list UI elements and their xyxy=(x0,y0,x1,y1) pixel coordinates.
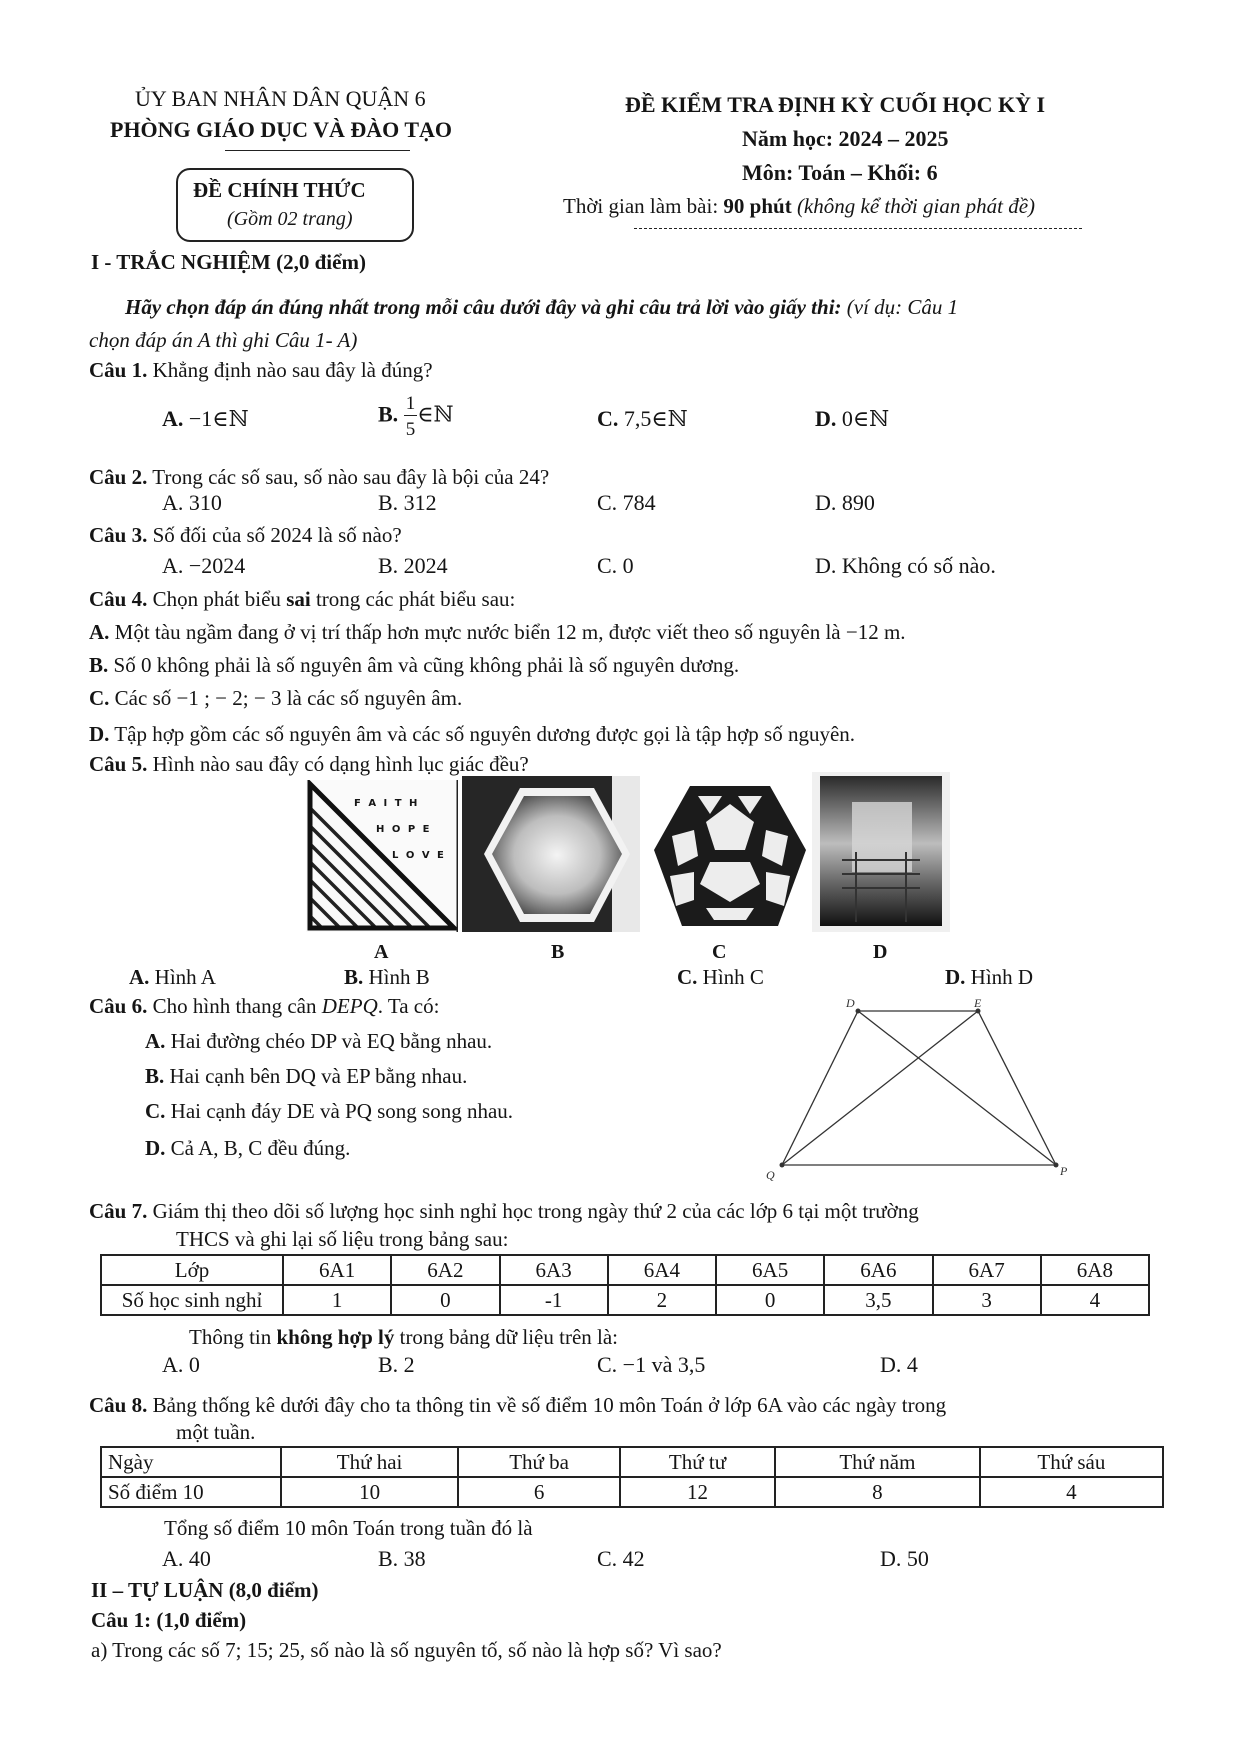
q8-stem-cont: một tuần. xyxy=(176,1420,256,1444)
q2-stem xyxy=(89,465,549,490)
q8-label: Câu 8. xyxy=(89,1393,148,1417)
q7-data-cell: Số học sinh nghỉ xyxy=(101,1285,283,1315)
diagonal-eq xyxy=(782,1011,978,1165)
q4-d-text: Tập hợp gồm các số nguyên âm và các số nguyên dương được gọi là tập hợp số nguyên. xyxy=(109,722,856,746)
q7-data-cell: 1 xyxy=(283,1285,391,1315)
q1-a-label: A. xyxy=(162,406,184,431)
q6-label: Câu 6. xyxy=(89,994,148,1018)
q6-stem xyxy=(89,994,439,1019)
q2-option-d: D. 890 xyxy=(815,490,875,515)
q4-option-d xyxy=(89,722,855,747)
q6-c-text: Hai cạnh đáy DE và PQ song song nhau. xyxy=(165,1099,514,1123)
q5-b-text: Hình B xyxy=(363,965,430,989)
q5-stem xyxy=(89,752,529,777)
exam-duration xyxy=(563,194,1035,219)
instruction-bold: Hãy chọn đáp án đúng nhất trong mỗi câu dưới đây và ghi câu trả lời vào giấy thi: xyxy=(125,295,842,319)
q8-data-cell: 4 xyxy=(980,1477,1163,1507)
figure-a-word-hope: H O P E xyxy=(376,824,432,835)
q8-data-cell: 12 xyxy=(620,1477,775,1507)
q4-stem xyxy=(89,587,515,612)
q1-b-label: B. xyxy=(378,401,399,427)
q7-table xyxy=(100,1254,1150,1316)
q8-header-cell: Ngày xyxy=(101,1447,281,1477)
q1-option-a xyxy=(162,406,249,432)
q4-option-a xyxy=(89,620,906,645)
subject-grade: Môn: Toán – Khối: 6 xyxy=(742,160,938,185)
q7-header-cell: 6A3 xyxy=(500,1255,608,1285)
q6-d-label: D. xyxy=(145,1136,166,1160)
q6-option-c xyxy=(145,1099,513,1124)
vertex-q-label: Q xyxy=(766,1168,775,1182)
q7-header-cell: 6A2 xyxy=(391,1255,499,1285)
q6-shape-name: DEPQ xyxy=(321,994,378,1018)
figure-letter-b: B xyxy=(551,941,565,963)
q6-a-label: A. xyxy=(145,1029,166,1053)
q7-data-cell: 3,5 xyxy=(824,1285,932,1315)
q2-option-b: B. 312 xyxy=(378,490,437,515)
page-count: (Gồm 02 trang) xyxy=(227,208,353,230)
vertex-p-label: P xyxy=(1060,1164,1068,1178)
q1-option-b xyxy=(378,394,454,439)
side-dq xyxy=(782,1011,858,1165)
q4-a-text: Một tàu ngầm đang ở vị trí thấp hơn mực nước biển 12 m, được viết theo số nguyên là −12 m. xyxy=(109,620,906,644)
q7-question xyxy=(189,1325,618,1350)
q8-option-d: D. 50 xyxy=(880,1546,929,1571)
q6-option-b xyxy=(145,1064,467,1089)
header-authority: ỦY BAN NHÂN DÂN QUẬN 6 xyxy=(135,86,426,111)
q8-question: Tổng số điểm 10 môn Toán trong tuần đó là xyxy=(164,1516,533,1540)
q1-a-text: −1∈ℕ xyxy=(188,406,249,431)
vertex-e-label: E xyxy=(974,996,982,1010)
q7-option-b: B. 2 xyxy=(378,1352,415,1377)
q6-b-label: B. xyxy=(145,1064,165,1088)
q5-option-c xyxy=(677,965,764,990)
q6-option-a xyxy=(145,1029,492,1054)
q7-data-cell: 0 xyxy=(716,1285,824,1315)
figure-a-triangle-poster xyxy=(306,780,458,932)
figure-d-drawing xyxy=(812,772,950,932)
q6-d-text: Cả A, B, C đều đúng. xyxy=(165,1136,351,1160)
official-label: ĐỀ CHÍNH THỨC xyxy=(193,178,366,202)
q7-table-header-row xyxy=(101,1255,1149,1285)
q6-b-text: Hai cạnh bên DQ và EP bằng nhau. xyxy=(164,1064,468,1088)
vertex-d-label: D xyxy=(846,996,855,1010)
q8-option-a: A. 40 xyxy=(162,1546,211,1571)
q4-b-label: B. xyxy=(89,653,109,677)
q7-header-cell: 6A4 xyxy=(608,1255,716,1285)
header-department: PHÒNG GIÁO DỤC VÀ ĐÀO TẠO xyxy=(110,117,453,142)
q4-text-post: trong các phát biểu sau: xyxy=(310,587,516,611)
q4-b-text: Số 0 không phải là số nguyên âm và cũng không phải là số nguyên dương. xyxy=(108,653,740,677)
q7-stem xyxy=(89,1199,919,1224)
school-year: Năm học: 2024 – 2025 xyxy=(742,126,949,151)
q2-option-c: C. 784 xyxy=(597,490,656,515)
q2-text: Trong các số sau, số nào sau đây là bội của 24? xyxy=(147,465,550,489)
q5-d-text: Hình D xyxy=(965,965,1034,989)
q7-table-data-row xyxy=(101,1285,1149,1315)
q8-data-cell: 6 xyxy=(458,1477,620,1507)
part2-title: II – TỰ LUẬN (8,0 điểm) xyxy=(91,1578,319,1602)
q4-option-b xyxy=(89,653,739,678)
part2-q1-a: a) Trong các số 7; 15; 25, số nào là số nguyên tố, số nào là hợp số? Vì sao? xyxy=(91,1638,722,1662)
q1-b-tail: ∈ℕ xyxy=(417,401,454,427)
q7-data-cell: 0 xyxy=(391,1285,499,1315)
q7-option-d: D. 4 xyxy=(880,1352,918,1377)
q4-text-pre: Chọn phát biểu xyxy=(147,587,287,611)
q3-stem xyxy=(89,523,402,548)
figure-d-building-photo xyxy=(812,772,950,932)
q1-b-fraction xyxy=(404,394,418,439)
q7-stem-cont: THCS và ghi lại số liệu trong bảng sau: xyxy=(176,1227,509,1251)
q8-text-1: Bảng thống kê dưới đây cho ta thông tin về số điểm 10 môn Toán ở lớp 6A vào các ngày trong xyxy=(147,1393,947,1417)
q4-c-text: Các số −1 ; − 2; − 3 là các số nguyên âm. xyxy=(109,686,463,710)
q7-data-cell: 3 xyxy=(933,1285,1041,1315)
q8-data-cell: Số điểm 10 xyxy=(101,1477,281,1507)
q1-option-d xyxy=(815,406,889,432)
instruction-example: (ví dụ: Câu 1 xyxy=(841,295,959,319)
part1-instruction-cont: chọn đáp án A thì ghi Câu 1- A) xyxy=(89,328,358,352)
q7-question-pre: Thông tin xyxy=(189,1325,277,1349)
q8-table-header-row xyxy=(101,1447,1163,1477)
q3-option-a: A. −2024 xyxy=(162,553,246,578)
figure-b-drawing xyxy=(462,776,640,932)
q5-b-label: B. xyxy=(344,965,364,989)
duration-value: 90 phút xyxy=(723,194,792,218)
q5-c-text: Hình C xyxy=(697,965,764,989)
q2-option-a: A. 310 xyxy=(162,490,222,515)
q7-header-cell: 6A8 xyxy=(1041,1255,1149,1285)
q7-data-cell: 4 xyxy=(1041,1285,1149,1315)
q7-header-cell: 6A7 xyxy=(933,1255,1041,1285)
q5-option-b xyxy=(344,965,430,990)
q1-c-label: C. xyxy=(597,406,619,431)
q5-option-a xyxy=(129,965,216,990)
q8-stem xyxy=(89,1393,946,1418)
q1-text: Khẳng định nào sau đây là đúng? xyxy=(147,358,433,382)
q7-question-post: trong bảng dữ liệu trên là: xyxy=(394,1325,619,1349)
trapezoid-diagram xyxy=(760,995,1080,1185)
part2-q1-title: Câu 1: (1,0 điểm) xyxy=(91,1608,247,1632)
q7-data-cell: 2 xyxy=(608,1285,716,1315)
q8-header-cell: Thứ năm xyxy=(775,1447,980,1477)
q1-c-text: 7,5∈ℕ xyxy=(623,406,688,431)
q3-text: Số đối của số 2024 là số nào? xyxy=(147,523,402,547)
figure-c-drawing xyxy=(650,780,810,932)
q3-label: Câu 3. xyxy=(89,523,148,547)
duration-underline xyxy=(634,228,1082,229)
q7-text-1: Giám thị theo dõi số lượng học sinh nghỉ học trong ngày thứ 2 của các lớp 6 tại một trường xyxy=(147,1199,919,1223)
q4-text-bold: sai xyxy=(286,587,311,611)
q5-text: Hình nào sau đây có dạng hình lục giác đều? xyxy=(147,752,529,776)
q8-table xyxy=(100,1446,1164,1508)
q1-label: Câu 1. xyxy=(89,358,148,382)
figure-a-word-love: L O V E xyxy=(392,850,446,861)
q1-d-text: 0∈ℕ xyxy=(841,406,890,431)
q3-option-c: C. 0 xyxy=(597,553,634,578)
duration-prefix: Thời gian làm bài: xyxy=(563,194,724,218)
q8-header-cell: Thứ sáu xyxy=(980,1447,1163,1477)
q4-a-label: A. xyxy=(89,620,110,644)
q8-header-cell: Thứ hai xyxy=(281,1447,458,1477)
q6-a-text: Hai đường chéo DP và EQ bằng nhau. xyxy=(165,1029,493,1053)
q7-option-c: C. −1 và 3,5 xyxy=(597,1352,706,1377)
figure-b-hexagon-object xyxy=(462,776,640,932)
q8-data-cell: 10 xyxy=(281,1477,458,1507)
q5-label: Câu 5. xyxy=(89,752,148,776)
q4-option-c xyxy=(89,686,462,711)
q1-stem xyxy=(89,358,433,383)
q8-option-b: B. 38 xyxy=(378,1546,426,1571)
part1-title: I - TRẮC NGHIỆM (2,0 điểm) xyxy=(91,250,366,274)
figure-letter-d: D xyxy=(873,941,888,963)
q7-option-a: A. 0 xyxy=(162,1352,200,1377)
q2-label: Câu 2. xyxy=(89,465,148,489)
q7-data-cell: -1 xyxy=(500,1285,608,1315)
q3-option-d: D. Không có số nào. xyxy=(815,553,996,578)
fraction-numerator: 1 xyxy=(405,393,416,414)
q7-header-cell: 6A1 xyxy=(283,1255,391,1285)
q5-option-d xyxy=(945,965,1033,990)
q7-header-cell: 6A5 xyxy=(716,1255,824,1285)
q5-d-label: D. xyxy=(945,965,966,989)
header-divider xyxy=(225,150,410,151)
figure-a-word-faith: F A I T H xyxy=(354,798,420,809)
q1-d-label: D. xyxy=(815,406,837,431)
q5-a-text: Hình A xyxy=(149,965,216,989)
figure-letter-a: A xyxy=(374,941,389,963)
q7-question-bold: không hợp lý xyxy=(276,1325,395,1349)
q8-data-cell: 8 xyxy=(775,1477,980,1507)
q5-c-label: C. xyxy=(677,965,698,989)
q8-table-data-row xyxy=(101,1477,1163,1507)
side-ep xyxy=(978,1011,1056,1165)
figure-c-megaminx-puzzle xyxy=(650,780,810,932)
q4-d-label: D. xyxy=(89,722,110,746)
q7-label: Câu 7. xyxy=(89,1199,148,1223)
q1-option-c xyxy=(597,406,688,432)
q4-c-label: C. xyxy=(89,686,110,710)
q3-option-b: B. 2024 xyxy=(378,553,448,578)
q6-c-label: C. xyxy=(145,1099,166,1123)
q5-a-label: A. xyxy=(129,965,150,989)
q7-header-cell: 6A6 xyxy=(824,1255,932,1285)
q6-option-d xyxy=(145,1136,350,1161)
q7-header-cell: Lớp xyxy=(101,1255,283,1285)
q8-header-cell: Thứ tư xyxy=(620,1447,775,1477)
exam-title: ĐỀ KIỂM TRA ĐỊNH KỲ CUỐI HỌC KỲ I xyxy=(625,92,1046,117)
fraction-denominator: 5 xyxy=(405,419,416,440)
part1-instruction xyxy=(125,295,958,320)
q8-header-cell: Thứ ba xyxy=(458,1447,620,1477)
diagonal-dp xyxy=(858,1011,1056,1165)
duration-note: (không kể thời gian phát đề) xyxy=(791,194,1036,218)
q4-label: Câu 4. xyxy=(89,587,148,611)
q6-text-post: . Ta có: xyxy=(377,994,440,1018)
q8-option-c: C. 42 xyxy=(597,1546,645,1571)
q6-text-pre: Cho hình thang cân xyxy=(147,994,322,1018)
figure-letter-c: C xyxy=(712,941,727,963)
